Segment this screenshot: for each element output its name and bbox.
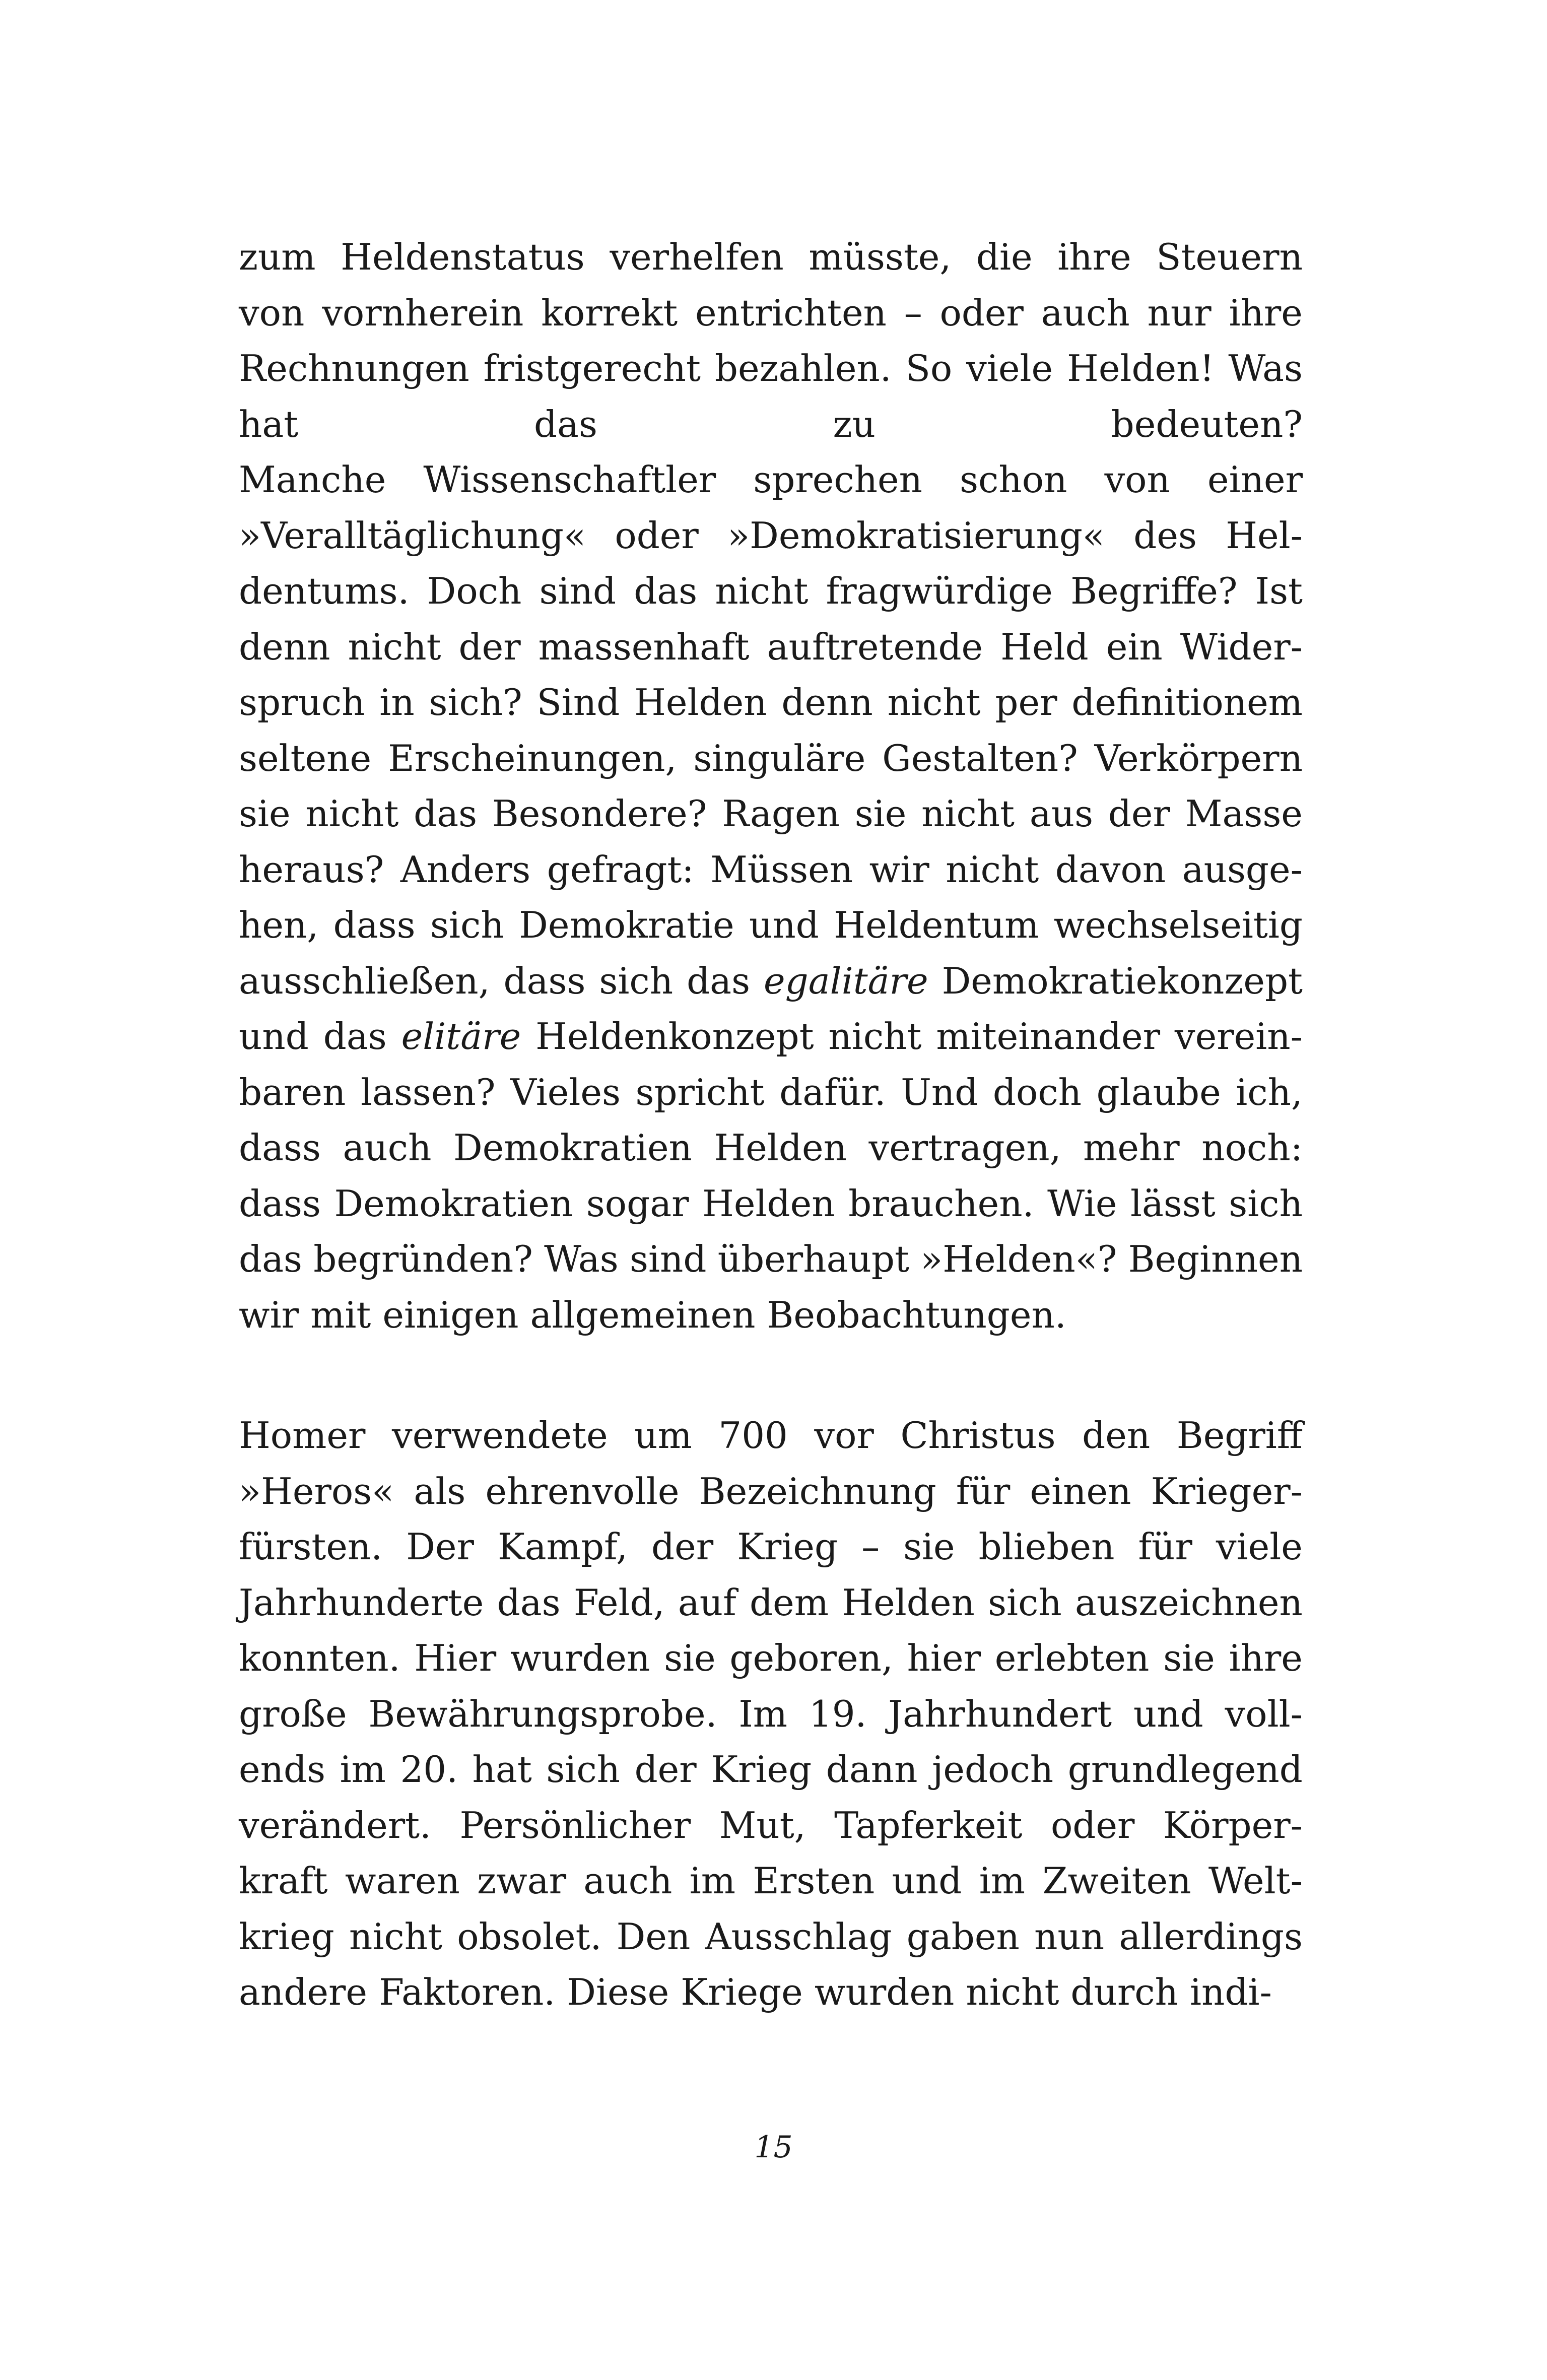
text-line — [239, 396, 1303, 452]
word: baren — [239, 1071, 346, 1113]
word: Rechnungen — [239, 347, 469, 389]
word: obsolet. — [457, 1915, 602, 1958]
word: Manche — [239, 458, 386, 501]
word: Beobachtungen. — [767, 1293, 1066, 1336]
word: doch — [992, 1071, 1082, 1113]
word: den — [1082, 1414, 1151, 1457]
word: im — [340, 1748, 386, 1791]
text-line — [239, 1853, 1303, 1909]
text-line — [239, 1909, 1303, 1965]
word: ein — [1106, 625, 1163, 668]
word: auch — [583, 1860, 672, 1902]
word: fürsten. — [239, 1526, 383, 1568]
word: das — [414, 792, 478, 835]
word: Müssen — [710, 848, 853, 891]
text-line — [239, 1630, 1303, 1686]
word: wurden — [814, 1971, 955, 2013]
text-line — [239, 953, 1303, 1009]
word: Hier — [414, 1637, 497, 1679]
word: Begriffe? — [1070, 570, 1238, 612]
word: Mut, — [719, 1804, 806, 1846]
word: lässt — [1130, 1182, 1216, 1225]
word: zwar — [477, 1860, 567, 1902]
word: nun — [1034, 1915, 1105, 1958]
word: Wider- — [1180, 625, 1303, 668]
text-line — [239, 786, 1303, 842]
text-line — [239, 1964, 1303, 2020]
word: – — [904, 291, 922, 334]
word: von — [239, 291, 305, 334]
word: sprechen — [753, 458, 923, 501]
word: um — [634, 1414, 692, 1457]
page-number: 15 — [754, 2130, 793, 2165]
word: ihre — [1229, 291, 1303, 334]
word: allerdings — [1119, 1915, 1303, 1958]
word: Was — [1228, 347, 1303, 389]
word: sich — [1229, 1182, 1303, 1225]
word: Und — [901, 1071, 978, 1113]
text-line — [239, 229, 1303, 285]
word: mit — [310, 1293, 371, 1336]
word: So — [905, 347, 953, 389]
word: denn — [239, 625, 330, 668]
word: Den — [616, 1915, 691, 1958]
word: vor — [814, 1414, 874, 1457]
word: das — [239, 1238, 302, 1280]
word: per — [995, 681, 1057, 723]
word: singuläre — [693, 737, 866, 779]
word: nicht — [921, 792, 1015, 835]
word: sind — [630, 1238, 707, 1280]
word: sie — [664, 1637, 716, 1679]
text-line — [239, 1176, 1303, 1232]
word: Verkörpern — [1094, 737, 1303, 779]
word: in — [379, 681, 415, 723]
paragraph-1 — [239, 229, 1303, 1343]
word: ihre — [1057, 236, 1131, 278]
word: dass — [239, 1182, 321, 1225]
word: Wie — [1047, 1182, 1117, 1225]
text-line — [239, 897, 1303, 953]
word: wir — [239, 1293, 299, 1336]
word: Jahrhunderte — [239, 1581, 484, 1624]
word: Helden — [842, 1581, 975, 1624]
word: Ersten — [753, 1860, 875, 1902]
word: »Helden«? — [920, 1238, 1117, 1280]
word: Steuern — [1156, 236, 1303, 278]
text-line — [239, 285, 1303, 341]
word: dentums. — [239, 570, 410, 612]
word: überhaupt — [717, 1238, 909, 1280]
word: dass — [239, 1127, 321, 1169]
text-line — [239, 1408, 1303, 1464]
word: hen, — [239, 904, 319, 946]
word: das — [497, 1581, 561, 1624]
word: waren — [345, 1860, 460, 1902]
text-line — [239, 1575, 1303, 1631]
word: hier — [907, 1637, 981, 1679]
word: Kriege — [681, 1971, 803, 2013]
word: nur — [1147, 291, 1212, 334]
word: Heldenkonzept — [535, 1015, 814, 1057]
text-line — [239, 1519, 1303, 1575]
word: viele — [966, 347, 1053, 389]
word: einer — [1207, 458, 1303, 501]
word: der — [634, 1748, 697, 1791]
word: sie — [854, 792, 907, 835]
text-line — [239, 675, 1303, 731]
text-line — [239, 842, 1303, 898]
word: vertragen, — [868, 1127, 1061, 1169]
word: nicht — [946, 848, 1039, 891]
word: Helden! — [1067, 347, 1215, 389]
word: Anders — [400, 848, 531, 891]
word: dass — [333, 904, 416, 946]
word: massenhaft — [538, 625, 750, 668]
word: und — [1133, 1692, 1203, 1735]
word: dann — [826, 1748, 918, 1791]
word: einigen — [382, 1293, 519, 1336]
word: grundlegend — [1067, 1748, 1303, 1791]
word: nicht — [966, 1971, 1059, 2013]
word: Homer — [239, 1414, 366, 1457]
word: elitäre — [401, 1015, 521, 1057]
word: Der — [406, 1526, 474, 1568]
word: korrekt — [541, 291, 678, 334]
word: brauchen. — [848, 1182, 1034, 1225]
word: der — [458, 625, 521, 668]
text-line — [239, 1686, 1303, 1742]
word: dem — [750, 1581, 829, 1624]
text-line — [239, 1798, 1303, 1854]
word: Persönlicher — [459, 1804, 691, 1846]
word: Demokratiekonzept — [941, 959, 1303, 1002]
word: wir — [869, 848, 929, 891]
word: bezahlen. — [714, 347, 892, 389]
word: nicht — [828, 1015, 922, 1057]
word: entrichten — [695, 291, 887, 334]
text-line — [239, 452, 1303, 508]
word: hat — [472, 1748, 532, 1791]
word: durch — [1070, 1971, 1178, 2013]
word: als — [414, 1470, 466, 1512]
word: hat — [239, 403, 299, 445]
word: andere — [239, 1971, 368, 2013]
word: Held — [1000, 625, 1089, 668]
word: sich — [546, 1748, 621, 1791]
word: Doch — [427, 570, 522, 612]
word: »Heros« — [239, 1470, 394, 1512]
word: heraus? — [239, 848, 384, 891]
text-line — [239, 1009, 1303, 1065]
word: Besondere? — [492, 792, 707, 835]
word: für — [1138, 1526, 1192, 1568]
word: verhelfen — [610, 236, 784, 278]
text-line — [239, 1120, 1303, 1176]
word: zu — [833, 403, 876, 445]
text-line — [239, 1287, 1303, 1343]
word: im — [979, 1860, 1026, 1902]
word: »Veralltäglichung« — [239, 514, 586, 557]
word: blieben — [978, 1526, 1115, 1568]
word: das — [634, 570, 698, 612]
word: voll- — [1225, 1692, 1303, 1735]
word: nicht — [887, 681, 981, 723]
word: Krieger- — [1151, 1470, 1303, 1512]
word: und — [892, 1860, 962, 1902]
text-line — [239, 563, 1303, 619]
word: zum — [239, 236, 316, 278]
word: der — [1108, 792, 1170, 835]
word: noch: — [1201, 1127, 1303, 1169]
word: oder — [615, 514, 699, 557]
text-line — [239, 731, 1303, 786]
word: Masse — [1185, 792, 1303, 835]
word: verein- — [1174, 1015, 1303, 1057]
word: – — [861, 1526, 880, 1568]
word: im — [689, 1860, 736, 1902]
word: 700 — [718, 1414, 788, 1457]
word: sind — [539, 570, 617, 612]
text-line — [239, 1742, 1303, 1798]
word: »Demokratisierung« — [727, 514, 1105, 557]
word: ausschließen, — [239, 959, 490, 1002]
word: Heldenstatus — [341, 236, 585, 278]
word: ehrenvolle — [485, 1470, 680, 1512]
word: sie — [239, 792, 291, 835]
word: lassen? — [360, 1071, 496, 1113]
word: Heldentum — [834, 904, 1039, 946]
word: schon — [960, 458, 1067, 501]
word: Hel- — [1226, 514, 1303, 557]
word: ich, — [1236, 1071, 1303, 1113]
text-line — [239, 508, 1303, 564]
word: nicht — [715, 570, 809, 612]
word: sich — [988, 1581, 1062, 1624]
word: fristgerecht — [483, 347, 701, 389]
word: Diese — [567, 1971, 669, 2013]
word: krieg — [239, 1915, 334, 1958]
word: Ist — [1255, 570, 1303, 612]
word: der — [651, 1526, 714, 1568]
paragraph-2 — [239, 1408, 1303, 2020]
word: Feld, — [573, 1581, 665, 1624]
word: nicht — [305, 792, 399, 835]
word: Beginnen — [1128, 1238, 1303, 1280]
word: ihre — [1229, 1637, 1303, 1679]
word: Sind — [536, 681, 620, 723]
word: ausge- — [1182, 848, 1303, 891]
text-line — [239, 619, 1303, 675]
word: indi- — [1190, 1971, 1272, 2013]
word: Jahrhundert — [888, 1692, 1112, 1735]
word: Bewährungsprobe. — [368, 1692, 717, 1735]
word: begründen? — [313, 1238, 533, 1280]
word: müsste, — [809, 236, 952, 278]
word: wechselseitig — [1053, 904, 1303, 946]
word: sie — [903, 1526, 955, 1568]
text-line — [239, 1464, 1303, 1519]
word: konnten. — [239, 1637, 400, 1679]
word: Wissenschaftler — [423, 458, 716, 501]
word: die — [976, 236, 1033, 278]
word: Helden — [634, 681, 767, 723]
text-line — [239, 1065, 1303, 1120]
word: davon — [1055, 848, 1166, 891]
word: sich — [599, 959, 674, 1002]
word: Helden — [702, 1182, 835, 1225]
word: dass — [503, 959, 586, 1002]
word: dafür. — [779, 1071, 886, 1113]
word: auf — [678, 1581, 736, 1624]
word: sich — [430, 904, 504, 946]
word: nicht — [349, 1915, 443, 1958]
word: gefragt: — [547, 848, 694, 891]
word: gaben — [906, 1915, 1020, 1958]
word: große — [239, 1692, 347, 1735]
word: und — [749, 904, 819, 946]
word: Demokratie — [519, 904, 734, 946]
word: aus — [1029, 792, 1094, 835]
word: Bezeichnung — [699, 1470, 936, 1512]
text-line — [239, 1231, 1303, 1287]
word: erlebten — [994, 1637, 1150, 1679]
word: spruch — [239, 681, 365, 723]
word: Welt- — [1208, 1860, 1303, 1902]
word: 19. — [809, 1692, 867, 1735]
word: Demokratien — [334, 1182, 573, 1225]
word: mehr — [1083, 1127, 1180, 1169]
word: nicht — [348, 625, 441, 668]
word: Christus — [900, 1414, 1056, 1457]
word: einen — [1030, 1470, 1131, 1512]
word: sie — [1163, 1637, 1215, 1679]
word: oder — [939, 291, 1024, 334]
word: jedoch — [932, 1748, 1054, 1791]
word: sogar — [586, 1182, 689, 1225]
word: ends — [239, 1748, 326, 1791]
word: auch — [343, 1127, 432, 1169]
word: seltene — [239, 737, 372, 779]
word: verwendete — [392, 1414, 608, 1457]
word: für — [956, 1470, 1011, 1512]
word: und — [239, 1015, 309, 1057]
word: verändert. — [239, 1804, 431, 1846]
word: Begriff — [1176, 1414, 1303, 1457]
text-line — [239, 341, 1303, 396]
word: Erscheinungen, — [388, 737, 677, 779]
word: wurden — [510, 1637, 650, 1679]
word: Kampf, — [497, 1526, 628, 1568]
word: auszeichnen — [1075, 1581, 1303, 1624]
word: definitionem — [1071, 681, 1303, 723]
word: Körper- — [1163, 1804, 1303, 1846]
word: Ausschlag — [705, 1915, 892, 1958]
word: das — [323, 1015, 387, 1057]
word: Demokratien — [453, 1127, 692, 1169]
word: von — [1104, 458, 1170, 501]
word: allgemeinen — [530, 1293, 756, 1336]
word: Was — [544, 1238, 619, 1280]
word: geboren, — [729, 1637, 893, 1679]
word: auftretende — [767, 625, 983, 668]
word: viele — [1216, 1526, 1303, 1568]
word: 20. — [400, 1748, 458, 1791]
word: egalitäre — [764, 959, 928, 1002]
word: denn — [781, 681, 873, 723]
word: bedeuten? — [1111, 403, 1303, 445]
word: Helden — [714, 1127, 847, 1169]
word: glaube — [1096, 1071, 1221, 1113]
word: kraft — [239, 1860, 328, 1902]
word: Im — [738, 1692, 788, 1735]
word: fragwürdige — [826, 570, 1053, 612]
word: spricht — [635, 1071, 765, 1113]
word: auch — [1041, 291, 1130, 334]
word: das — [533, 403, 597, 445]
word: des — [1133, 514, 1197, 557]
word: oder — [1050, 1804, 1135, 1846]
word: sich? — [429, 681, 522, 723]
word: Vieles — [510, 1071, 621, 1113]
word: Zweiten — [1042, 1860, 1191, 1902]
word: Tapferkeit — [834, 1804, 1023, 1846]
word: Gestalten? — [882, 737, 1078, 779]
word: Ragen — [722, 792, 840, 835]
word: Faktoren. — [379, 1971, 556, 2013]
word: Krieg — [711, 1748, 812, 1791]
word: das — [687, 959, 751, 1002]
word: vornherein — [322, 291, 524, 334]
word: miteinander — [936, 1015, 1161, 1057]
word: Krieg — [737, 1526, 838, 1568]
